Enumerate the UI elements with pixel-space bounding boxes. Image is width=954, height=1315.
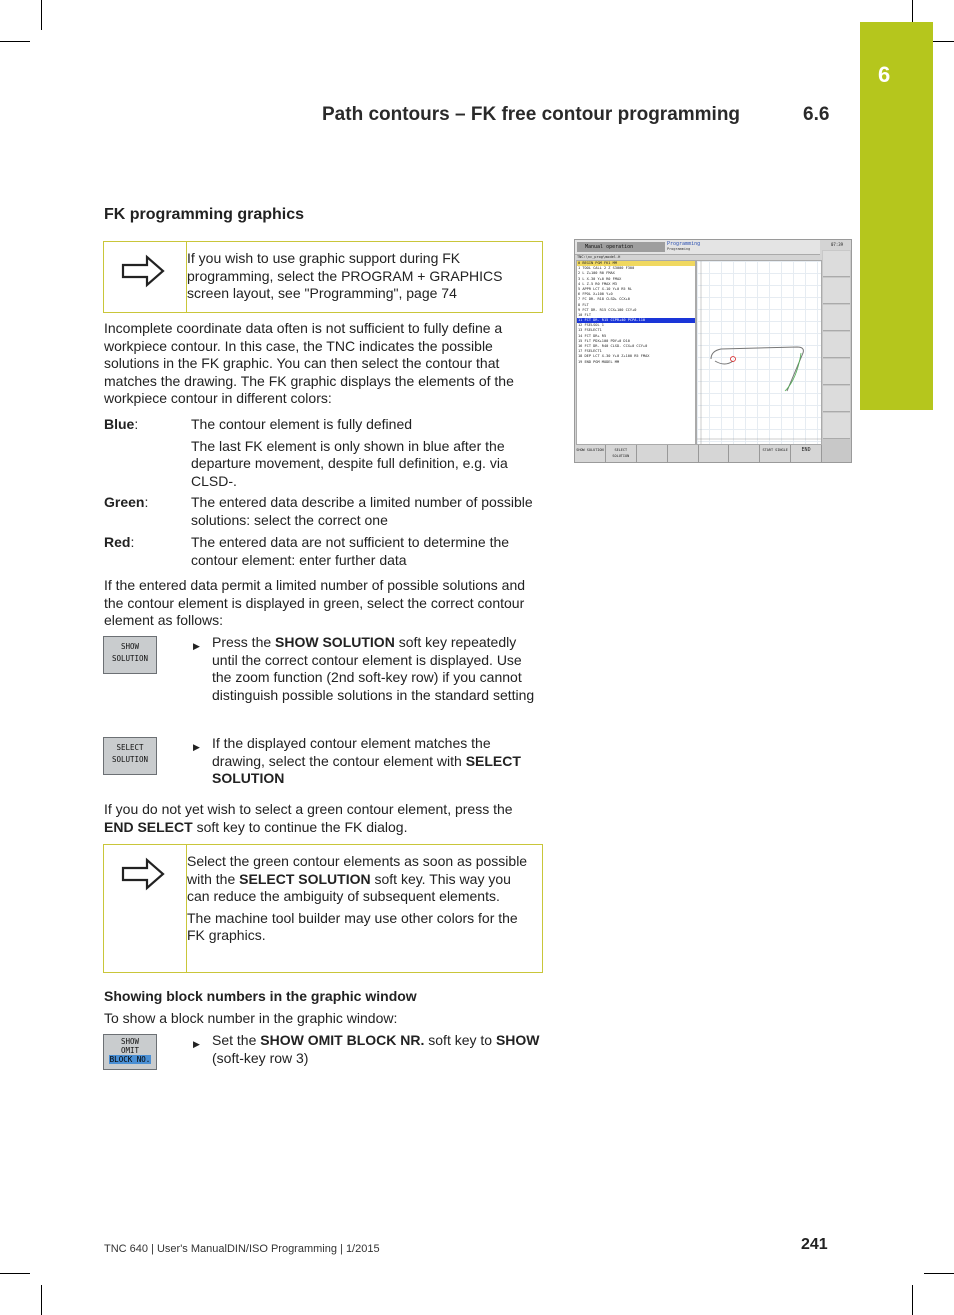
softkey: SHOW SOLUTION xyxy=(575,445,606,462)
arrow-right-icon xyxy=(120,254,166,288)
show-solution-softkey: SHOW SOLUTION xyxy=(103,636,157,674)
clock: 07:39 xyxy=(831,242,844,247)
definition-green: The entered data describe a limited number of possible solutions: select the correct one xyxy=(191,494,533,528)
program-line: 12 FSELSOL 1 xyxy=(578,323,604,328)
softkey: SELECT SOLUTION xyxy=(606,445,637,462)
note-box xyxy=(103,241,543,313)
chapter-number: 6 xyxy=(878,62,891,87)
softkey xyxy=(699,445,730,462)
note-box xyxy=(103,844,543,973)
bullet-triangle-icon: ▶ xyxy=(193,742,200,752)
softkey: END xyxy=(791,445,822,462)
definition-red: The entered data are not sufficient to determine the contour element: enter further data xyxy=(191,534,510,568)
term-green: Green: xyxy=(104,494,149,510)
softkey xyxy=(637,445,668,462)
program-line: 3 L X-30 Y+0 R0 FMAX xyxy=(578,276,622,281)
program-line: 2 L Z+100 R0 FMAX xyxy=(578,271,615,276)
program-line: 10 FLT xyxy=(578,312,591,317)
running-header-section: 6.6 xyxy=(803,104,830,125)
vertical-softkeys xyxy=(822,250,851,463)
select-solution-softkey: SELECT SOLUTION xyxy=(103,737,157,775)
program-line: 14 FCT DR+ R5 xyxy=(578,333,607,338)
chapter-tab xyxy=(860,22,933,410)
mode-programming: Programming Programming xyxy=(667,241,701,251)
program-line: 16 FCT DR- R40 CLSD- CCX+0 CCY+0 xyxy=(578,344,648,348)
program-line: 0 BEGIN PGM FK1 MM xyxy=(577,261,695,266)
softkey-row xyxy=(575,445,822,462)
crop-mark xyxy=(0,41,30,42)
running-header-title: Path contours – FK free contour programming xyxy=(322,104,741,125)
color-definition-list xyxy=(104,416,544,572)
fk-graphic xyxy=(696,260,822,445)
program-line: 19 END PGM MODEL MM xyxy=(578,359,620,364)
crop-mark xyxy=(924,1273,954,1274)
program-line: 18 DEP LCT X-30 Y+0 Z+100 R5 FMAX xyxy=(578,354,650,359)
program-line: 17 FSELECT1 xyxy=(578,349,602,354)
sub-intro: To show a block number in the graphic window: xyxy=(104,1010,398,1026)
mode-bar xyxy=(575,240,820,255)
definition-blue: The contour element is fully defined The last FK element is only shown in blue after the departure movement, despite full definition, e.g. via CLSD-. xyxy=(191,416,508,489)
bullet-triangle-icon: ▶ xyxy=(193,641,200,651)
program-line: 9 FCT DR- R15 CCX+100 CCY+0 xyxy=(578,307,637,312)
program-line: 4 L Z-5 R0 FMAX M3 xyxy=(578,281,617,286)
arrow-right-icon xyxy=(120,857,166,891)
term-red: Red: xyxy=(104,534,135,550)
crop-mark xyxy=(912,1285,913,1315)
bullet-triangle-icon: ▶ xyxy=(193,1039,200,1049)
note-text: Select the green contour elements as soon as possible with the SELECT SOLUTION soft key. This way you can reduce the ambiguity of subsequent elements. The machine tool builder may use other colors for the FK graphics. xyxy=(187,853,528,944)
softkey xyxy=(668,445,699,462)
page-number: 241 xyxy=(801,1236,828,1253)
crop-mark xyxy=(0,1273,30,1274)
program-line: 11 FCT DR- R15 CCPR+40 PCPA-110 xyxy=(577,318,695,323)
program-line: 1 TOOL CALL 2 Z S3000 F300 xyxy=(578,266,635,271)
footer-text: TNC 640 | User's ManualDIN/ISO Programming | 1/2015 xyxy=(104,1243,380,1255)
program-listing xyxy=(576,260,696,445)
program-line: 8 FLT xyxy=(578,302,589,307)
note-text: If you wish to use graphic support during FK programming, select the PROGRAM + GRAPHICS screen layout, see "Programming", page 74 xyxy=(187,250,503,302)
section-title: FK programming graphics xyxy=(104,206,305,223)
contour-graphic xyxy=(697,261,821,444)
mode-manual: Manual operation xyxy=(577,242,665,252)
subheading: Showing block numbers in the graphic window xyxy=(104,988,417,1004)
softkey: START SINGLE xyxy=(760,445,791,462)
crop-mark xyxy=(41,1285,42,1315)
show-omit-block-softkey: SHOW OMIT BLOCK NO. xyxy=(103,1034,157,1070)
program-line: 6 FPOL X+100 Y+0 xyxy=(578,292,613,297)
end-select-paragraph: If you do not yet wish to select a green contour element, press the END SELECT soft key to continue the FK dialog. xyxy=(104,801,513,835)
intro-paragraph: Incomplete coordinate data often is not sufficient to fully define a workpiece contour. In this case, the TNC indicates the possible solutions in the FK graphic. You can then select the contour that matches the drawing. The FK graphic displays the elements of the workpiece contour in different colors: xyxy=(104,320,514,407)
program-path: TNC:\nc_prog\model.H xyxy=(577,255,621,259)
softkey xyxy=(729,445,760,462)
green-paragraph: If the entered data permit a limited number of possible solutions and the contour element is displayed in green, select the correct contour element as follows: xyxy=(104,577,526,629)
tnc-screenshot xyxy=(574,239,852,463)
crop-mark xyxy=(41,0,42,30)
term-blue: Blue: xyxy=(104,416,139,432)
program-line: 13 FSELECT1 xyxy=(578,328,602,333)
program-line: 7 FC DR- R18 CLSD+ CCX+0 xyxy=(578,297,630,302)
program-line: 5 APPR LCT X-10 Y+0 R5 RL xyxy=(578,286,633,291)
program-line: 15 FLT PDX+100 PDY+0 D10 xyxy=(578,338,630,343)
